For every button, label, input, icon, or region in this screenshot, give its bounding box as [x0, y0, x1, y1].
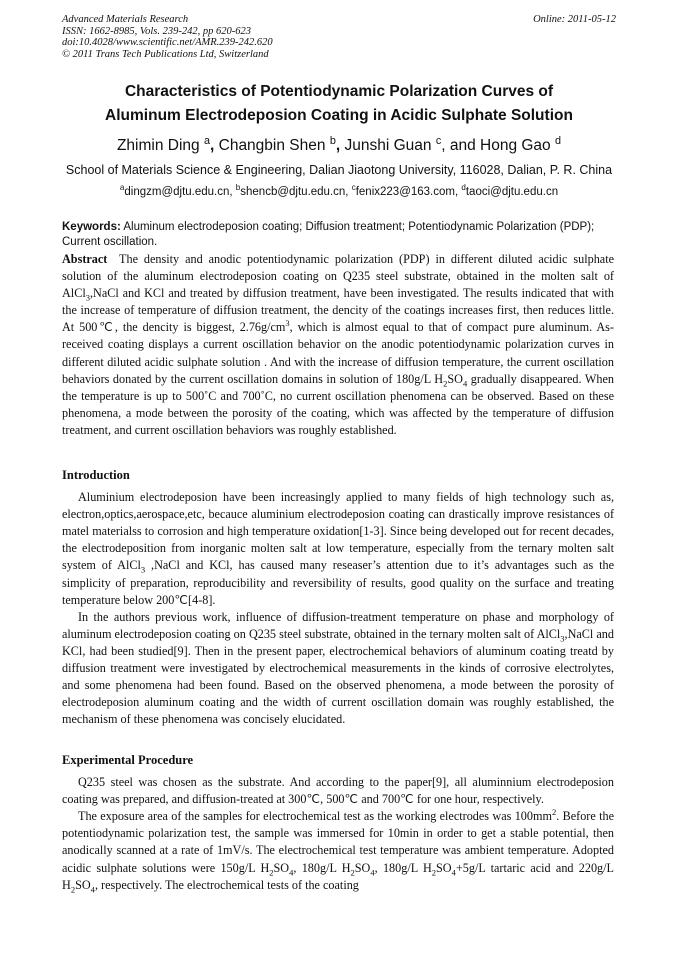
subscript: 3 [140, 564, 146, 575]
subscript: 3 [85, 292, 90, 303]
journal-name: Advanced Materials Research [62, 14, 189, 25]
exp-paragraph-2 [62, 808, 614, 893]
keywords [62, 220, 614, 250]
subscript: 2 [443, 378, 448, 389]
exp-text: , 180g/L H [374, 860, 432, 875]
copyright-line: © 2011 Trans Tech Publications Ltd, Switzerland [62, 48, 269, 60]
title-line-2: Aluminum Electrodeposion Coating in Acidic Sulphate Solution [105, 107, 573, 124]
journal-header [62, 14, 618, 60]
online-date: Online: 2011-05-12 [533, 14, 616, 25]
author-sup: c [435, 134, 442, 147]
superscript: 3 [285, 318, 290, 329]
abstract-paragraph [62, 251, 614, 439]
issn-line: ISSN: 1662-8985, Vols. 239-242, pp 620-623 [62, 25, 251, 37]
exp-paragraph-1: Q235 steel was chosen as the substrate. And according to the paper[9], all aluminnium electrodeposion coating was prepared, and diffusion-treated at 300℃, 500℃ and 700℃ for one hour, respectively. [62, 775, 614, 807]
author-sup: a [203, 134, 210, 147]
subscript: 4 [289, 867, 294, 877]
email-address[interactable]: dingzm@djtu.edu.cn [124, 186, 230, 198]
email-sup: c [351, 183, 356, 193]
email-sup: d [461, 183, 466, 193]
exp-text: . Before the potentiodynamic polarization test, the sample was immersed for 10min in order to get a stable potential, then anodically scanned at a rate of 1mV/s. The electrochemical test temperature was ambient temperature. Adopted acidic sulphate solutions were 150g/L H [62, 809, 614, 875]
email-sup: b [235, 183, 241, 193]
subscript: 2 [350, 867, 355, 877]
subscript: 4 [462, 378, 468, 389]
experimental-section [62, 752, 614, 894]
title-line-1: Characteristics of Potentiodynamic Polarization Curves of [124, 83, 554, 100]
author-name: Hong Gao [480, 137, 551, 154]
subscript: 4 [90, 884, 95, 895]
exp-text: SO [354, 860, 371, 875]
section-heading: Introduction [62, 468, 130, 482]
introduction-section [62, 467, 614, 728]
superscript: 2 [551, 807, 557, 818]
email-sup: a [119, 183, 125, 193]
abstract-label: Abstract [62, 252, 108, 266]
author-list: Zhimin Ding $^a$, Changbin Shen $^b$, Junshi Guan $^c$, and Hong Gao $^d$ [116, 134, 562, 154]
subscript: 2 [269, 867, 274, 877]
subscript: 4 [370, 867, 375, 877]
author-sup: d [555, 134, 562, 147]
email-address[interactable]: shencb@djtu.edu.cn [240, 186, 346, 198]
subscript: 2 [70, 884, 76, 895]
exp-text: SO [273, 860, 290, 875]
keywords-label: Keywords: [62, 221, 121, 233]
author-sup: b [329, 134, 336, 147]
abstract-text: ,NaCl and KCl and treated by diffusion treatment, have been investigated. The results indicated that with the increase of temperature of diffusion treatment, the dencity of the coatings increases first, then reduces little. At 500℃, the dencity is biggest, 2.76g/cm [62, 286, 614, 335]
intro-text: In the authors previous work, influence of diffusion-treatment temperature on phase and morphology of aluminum electrodeposion coating on Q235 steel substrate, obtained in the ternary molten salt of AlCl [62, 609, 614, 641]
subscript: 4 [451, 867, 456, 877]
doi-line: doi:10.4028/www.scientific.net/AMR.239-242.620 [62, 37, 273, 48]
exp-text: +5g/L tartaric acid and 220g/L H [62, 860, 614, 892]
email-list: $^a$dingzm@djtu.edu.cn, $^b$shencb@djtu.edu.cn, $^c$fenix223@163.com, $^d$taoci@djtu.edu.cn [119, 183, 559, 198]
intro-paragraph-1 [62, 489, 614, 609]
intro-text: ,NaCl and KCl, has caused many reseaser’s attention due to it’s advantages such as the simplicity of preparation, reproducibility and reversibility of results, good quality on the surface and treating temperature below 200℃[4-8]. [62, 558, 614, 607]
abstract-text: SO [447, 371, 463, 386]
email-address[interactable]: taoci@djtu.edu.cn [465, 186, 559, 198]
exp-text: SO [75, 877, 91, 892]
abstract-block [62, 251, 614, 439]
email-address[interactable]: fenix223@163.com [355, 186, 455, 198]
paper-title [40, 80, 638, 128]
exp-text: , 180g/L H [293, 860, 351, 875]
keywords-text: Aluminum electrodeposion coating; Diffusion treatment; Potentiodynamic Polarization (PDP); Current oscillation. [62, 221, 595, 248]
abstract-text: gradually disappeared. When the temperature is up to 500˚C and 700˚C, no current oscillation phenomena can be observed. Based on these phenomena, a mode between the porosity of the coating, which was affected by the temperature of diffusion treatment, and current oscillation behaviors was roughly established. [62, 371, 614, 437]
exp-text: SO [436, 860, 452, 875]
intro-text: Aluminium electrodeposion have been increasingly applied to many fields of high technology such as, electron,optics,aerospace,etc, becauce aluminium electrodeposion coating can drastically improve resistances of matel materialss to corrosion and high temperature oxidation[1-3]. Since being developed out for recent decades, the electrodeposition from inorganic molten salt at low temperature, especially from the ternary molten salt system of AlCl [62, 490, 614, 573]
intro-text: ,NaCl and KCl, had been studied[9]. Then in the present paper, electrochemical behaviors of aluminum coating treatd by diffusion treatment were investigated by electrochemical measurements in the kinds of corrosive electrolytes, and some phenomena had been found. Based on the observed phenomena, a mode between the porosity of electrodeposion aluminum coating and the width of current oscillation domain was roughly established, the mechanism of these phenomena was concisely elucidated. [62, 626, 614, 727]
subscript: 3 [560, 633, 565, 644]
affiliation: School of Materials Science & Engineering, Dalian Jiaotong University, 116028, Dalian, P. R. China [65, 163, 613, 177]
intro-paragraph-2 [62, 609, 614, 729]
exp-text: The exposure area of the samples for electrochemical test as the working electrodes was 100mm [78, 809, 552, 824]
author-name: Changbin Shen [218, 137, 326, 154]
abstract-text: , which is almost equal to that of compact pure aluminum. As-received coating displays a current oscillation behavior on the anodic potentiodynamic polarization curves in different diluted acidic sulphate solution . And with the increase of diffusion temperature, the current oscillation behaviors donated by the current oscillation domains in solution of 180g/L H [62, 320, 614, 386]
exp-text: , respectively. The electrochemical tests of the coating [94, 877, 359, 892]
subscript: 2 [431, 867, 437, 877]
author-name: Junshi Guan [344, 137, 432, 154]
author-name: Zhimin Ding [116, 137, 200, 154]
abstract-text: The density and anodic potentiodynamic polarization (PDP) in different diluted acidic sulphate solution of the aluminum electrodeposion coating on Q235 steel substrate, obtained in the molten salt of AlCl [62, 252, 614, 301]
section-heading: Experimental Procedure [62, 753, 194, 767]
